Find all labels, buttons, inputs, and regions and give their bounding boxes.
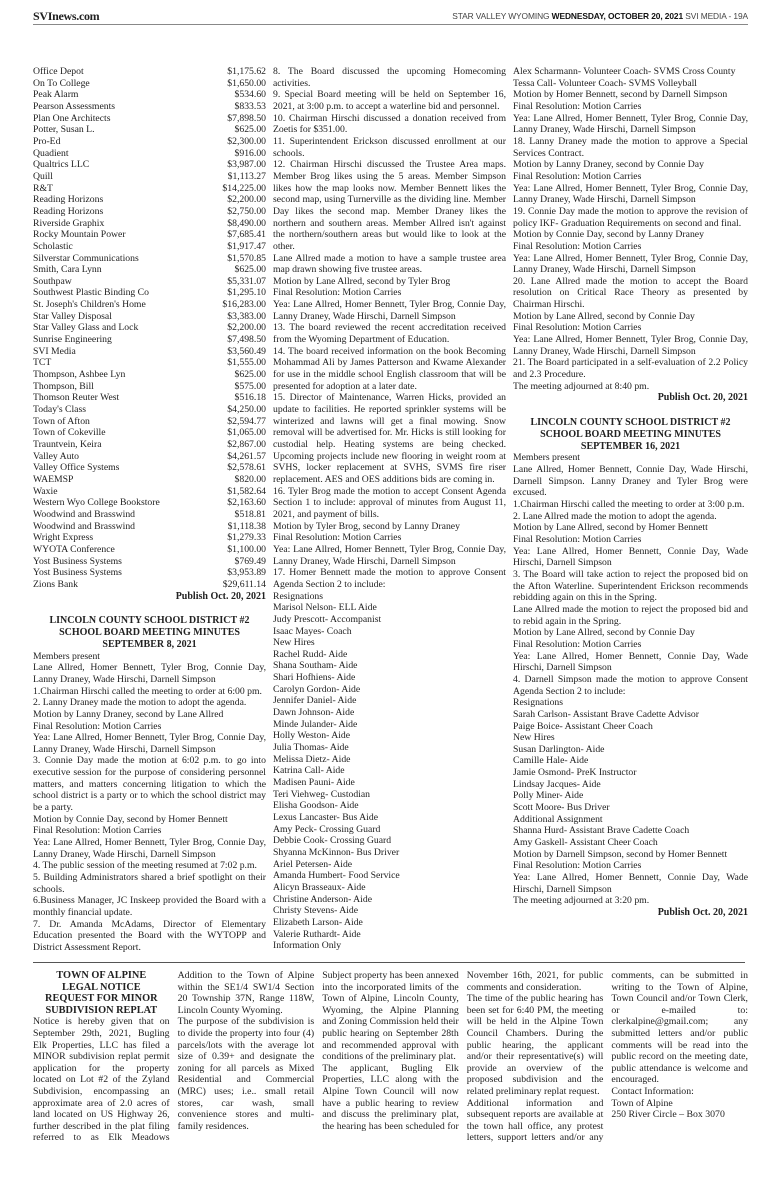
- paragraph: Final Resolution: Motion Carries: [513, 534, 642, 546]
- vendor-row: [33, 183, 266, 195]
- paragraph: Final Resolution: Motion Carries: [513, 638, 642, 650]
- paragraph: Motion by Lane Allred, second by Connie Day: [513, 627, 695, 639]
- vendor-amount: $14,225.00: [222, 182, 266, 194]
- vendor-row: [33, 451, 266, 463]
- vendor-row: [33, 299, 266, 311]
- paragraph: Town of Alpine: [611, 1097, 673, 1109]
- heading-line: SEPTEMBER 16, 2021: [580, 440, 681, 452]
- paragraph: Elisha Goodson- Aide: [273, 800, 359, 812]
- paragraph: Marisol Nelson- ELL Aide: [273, 602, 377, 614]
- paragraph: Paige Boice- Assistant Cheer Coach: [513, 720, 653, 732]
- paragraph: 7. Dr. Amanda McAdams, Director of Elementary Education presented the Board with the WYTOPP and District Assessment Report.: [33, 918, 266, 953]
- vendor-name: Quill: [33, 170, 53, 182]
- paragraph: New Hires: [513, 732, 555, 744]
- sep8-minutes-part3: [513, 66, 748, 392]
- vendor-row: [33, 579, 266, 591]
- vendor-name: Star Valley Glass and Lock: [33, 322, 139, 334]
- paragraph: Resignations: [513, 697, 564, 709]
- vendor-row: [33, 322, 266, 334]
- vendor-name: Plan One Architects: [33, 112, 111, 124]
- vendor-row: [33, 241, 266, 253]
- vendor-amount: $1,065.00: [227, 427, 266, 439]
- heading-line: LINCOLN COUNTY SCHOOL DISTRICT #2: [530, 417, 731, 429]
- vendor-amount: $1,570.85: [227, 252, 266, 264]
- paragraph: Motion by Connie Day, second by Lanny Draney: [513, 229, 704, 241]
- heading-line: LINCOLN COUNTY SCHOOL DISTRICT #2: [49, 615, 250, 627]
- paragraph: Yea: Lane Allred, Homer Bennett, Tyler Brog, Connie Day, Lanny Draney, Wade Hirschi, Darnell Simpson: [273, 543, 506, 567]
- vendor-name: Sunrise Engineering: [33, 334, 112, 346]
- paragraph: Contact Information:: [611, 1085, 694, 1097]
- paragraph: Elizabeth Larson- Aide: [273, 916, 363, 928]
- paragraph: Yea: Lane Allred, Homer Bennett, Tyler Brog, Connie Day, Lanny Draney, Wade Hirschi, Darnell Simpson: [513, 252, 748, 276]
- vendor-row: [33, 369, 266, 381]
- paragraph: Shanna Hurd- Assistant Brave Cadette Coach: [513, 825, 690, 837]
- paragraph: Christine Anderson- Aide: [273, 893, 373, 905]
- vendor-name: TCT: [33, 357, 52, 369]
- paragraph: Final Resolution: Motion Carries: [513, 240, 642, 252]
- paragraph: 1.Chairman Hirschi called the meeting to order at 3:00 p.m.: [513, 499, 745, 511]
- paragraph: Lindsay Jacques- Aide: [513, 778, 601, 790]
- paragraph: Motion by Homer Bennett, second by Darnell Simpson: [513, 89, 728, 101]
- vendor-row: [33, 357, 266, 369]
- paragraph: 9. Special Board meeting will be held on September 16, 2021, at 3:00 p.m. to accept a waterline bid and personnel.: [273, 89, 506, 112]
- paragraph: Final Resolution: Motion Carries: [273, 532, 402, 544]
- paragraph: Yea: Lane Allred, Homer Bennett, Tyler Brog, Connie Day, Lanny Draney, Wade Hirschi, Darnell Simpson: [33, 732, 266, 755]
- vendor-row: [33, 497, 266, 509]
- paragraph: Yea: Lane Allred, Homer Bennett, Tyler Brog, Connie Day, Lanny Draney, Wade Hirschi, Darnell Simpson: [513, 334, 748, 357]
- vendor-name: Southwest Plastic Binding Co: [33, 287, 149, 299]
- vendor-amount: $575.00: [234, 380, 266, 392]
- publish-note: Publish Oct. 20, 2021: [657, 907, 748, 919]
- vendor-name: Office Depot: [33, 66, 84, 77]
- vendor-name: Trauntvein, Keira: [33, 439, 102, 450]
- paragraph: Motion by Lanny Draney, second by Lane Allred: [33, 708, 224, 720]
- issue-date: WEDNESDAY, OCTOBER 20, 2021: [551, 11, 684, 21]
- vendor-name: Yost Business Systems: [33, 567, 122, 579]
- paragraph: Final Resolution: Motion Carries: [513, 170, 642, 182]
- paragraph: 19. Connie Day made the motion to approve the revision of policy IKF- Graduation Requirements on second and final.: [513, 205, 748, 229]
- paragraph: Holly Weston- Aide: [273, 730, 351, 742]
- sep8-heading: [33, 615, 266, 650]
- vendor-name: Pro-Ed: [33, 135, 61, 147]
- paragraph: Information Only: [273, 940, 342, 952]
- vendor-row: [33, 392, 266, 404]
- vendor-amount: $4,250.00: [227, 404, 266, 416]
- paragraph: Valerie Ruthardt- Aide: [273, 928, 361, 940]
- vendor-name: Woodwind and Brasswind: [33, 508, 136, 520]
- vendor-name: Thompson, Ashbee Lyn: [33, 369, 126, 381]
- paragraph: Final Resolution: Motion Carries: [273, 287, 402, 299]
- paragraph: 18. Lanny Draney made the motion to approve a Special Services Contract.: [513, 135, 748, 159]
- paragraph: Carolyn Gordon- Aide: [273, 683, 361, 695]
- paragraph: 3. Connie Day made the motion at 6:02 p.m. to go into executive session for the purpose of considering personnel matters, and matters concerning litigation to which the school district is a party or to which the school district may be a party.: [33, 755, 266, 814]
- paragraph: 21. The Board participated in a self-evaluation of 2.2 Policy and 2.3 Procedure.: [513, 357, 748, 381]
- vendor-amount: $3,953.89: [227, 567, 266, 579]
- vendor-row: [33, 276, 266, 288]
- paragraph: Yea: Lane Allred, Homer Bennett, Connie Day, Wade Hirschi, Darnell Simpson: [513, 650, 748, 674]
- paragraph: Teri Viehweg- Custodian: [273, 788, 371, 800]
- vendor-row: [33, 521, 266, 533]
- heading-line: LEGAL NOTICE: [61, 981, 141, 993]
- dateline: [452, 11, 748, 21]
- vendor-amount: $2,300.00: [227, 135, 266, 147]
- vendor-name: Wright Express: [33, 532, 94, 544]
- paragraph: 4. The public session of the meeting resumed at 7:02 p.m.: [33, 860, 257, 872]
- vendor-row: [33, 416, 266, 428]
- paragraph: Julia Thomas- Aide: [273, 742, 349, 754]
- paragraph: Members present: [33, 650, 100, 662]
- vendor-row: [33, 148, 266, 160]
- vendor-name: Valley Office Systems: [33, 462, 120, 474]
- paragraph: Jamie Osmond- PreK Instructor: [513, 767, 637, 779]
- vendor-name: Rocky Mountain Power: [33, 229, 126, 241]
- vendor-amount: $534.60: [234, 89, 266, 101]
- vendor-row: [33, 89, 266, 101]
- paragraph: Scott Moore- Bus Driver: [513, 802, 610, 814]
- paragraph: Debbie Cook- Crossing Guard: [273, 835, 392, 847]
- paragraph: Camille Hale- Aide: [513, 755, 589, 767]
- paragraph: 12. Chairman Hirschi discussed the Trustee Area maps. Member Brog likes using the 5 areas. Member Simpson likes how the map looks now. Member Bennett likes the second map, using Turnerville as the dividing line. Member Day likes the second map. Member Draney likes the northern and southern areas. Member Allred isn't against the northern/southern areas but would like to look at the other.: [273, 159, 506, 252]
- vendor-name: Thomson Reuter West: [33, 392, 120, 404]
- heading-line: REQUEST FOR MINOR: [45, 993, 158, 1005]
- vendor-row: [33, 229, 266, 241]
- vendor-row: [33, 66, 266, 78]
- vendor-name: Pearson Assessments: [33, 100, 116, 112]
- vendor-row: [33, 404, 266, 416]
- vendor-row: [33, 462, 266, 474]
- paragraph: Resignations: [273, 590, 324, 602]
- heading-line: SCHOOL BOARD MEETING MINUTES: [59, 626, 240, 638]
- paragraph: Yea: Lane Allred, Homer Bennett, Connie Day, Wade Hirschi, Darnell Simpson: [513, 872, 748, 895]
- paragraph: Motion by Darnell Simpson, second by Homer Bennett: [513, 848, 728, 860]
- paragraph: Final Resolution: Motion Carries: [513, 100, 642, 112]
- vendor-amount: $2,200.00: [227, 194, 266, 206]
- paragraph: Susan Darlington- Aide: [513, 743, 605, 755]
- vendor-row: [33, 206, 266, 218]
- sep8-minutes-part1: [33, 651, 266, 954]
- vendor-amount: $16,283.00: [222, 299, 266, 311]
- paragraph: 16. Tyler Brog made the motion to accept Consent Agenda Section 1 to include: approval of minutes from August 11, 2021, and payment of bills.: [273, 485, 506, 520]
- column-2: [273, 66, 506, 952]
- paragraph: 14. The board received information on the book Becoming Mohammad Ali by James Patterson and Kwame Alexander for use in the middle school English classroom that will be presented for adoption at a later date.: [273, 345, 506, 392]
- vendor-row: [33, 253, 266, 265]
- paragraph: Motion by Lanny Draney, second by Connie Day: [513, 159, 704, 171]
- vendor-name: Silverstar Communications: [33, 252, 139, 264]
- vendor-row: [33, 159, 266, 171]
- paragraph: Final Resolution: Motion Carries: [513, 322, 642, 334]
- vendor-name: Western Wyo College Bookstore: [33, 497, 160, 509]
- vendor-name: St. Joseph's Children's Home: [33, 299, 146, 311]
- vendor-amount: $1,582.64: [227, 485, 266, 497]
- page-header: [33, 8, 748, 25]
- paragraph: Lane Allred, Homer Bennett, Connie Day, Wade Hirschi, Darnell Simpson. Lanny Draney and Tyler Brog were excused.: [513, 464, 748, 499]
- heading-line: SUBDIVISION REPLAT: [45, 1004, 158, 1016]
- publish-note: Publish Oct. 20, 2021: [657, 392, 748, 404]
- paragraph: Melissa Dietz- Aide: [273, 753, 351, 765]
- vendor-name: Today's Class: [33, 404, 87, 416]
- vendor-name: Scholastic: [33, 240, 73, 252]
- vendor-row: [33, 264, 266, 276]
- paragraph: 20. Lane Allred made the motion to accept the Board resolution on Critical Race Theory as presented by Chairman Hirschi.: [513, 275, 748, 311]
- paragraph: Yea: Lane Allred, Homer Bennett, Connie Day, Wade Hirschi, Darnell Simpson: [513, 545, 748, 569]
- vendor-row: [33, 474, 266, 486]
- paragraph: 13. The board reviewed the recent accreditation received from the Wyoming Department of Education.: [273, 322, 506, 346]
- vendor-amount: $3,383.00: [227, 310, 266, 322]
- vendor-amount: $516.18: [234, 392, 266, 404]
- vendor-name: On To College: [33, 77, 90, 89]
- paragraph: Tessa Call- Volunteer Coach- SVMS Volleyball: [513, 77, 697, 89]
- alpine-heading: [33, 970, 170, 1016]
- paragraph: Dawn Johnson- Aide: [273, 707, 355, 719]
- paragraph: 250 River Circle – Box 3070: [611, 1109, 725, 1121]
- paragraph: The time of the public hearing has been set for 6:40 PM, the meeting will be held in the Alpine Town Council Chambers. During the public hearing, the applicant and/or their representative(s) will provide an overview of the proposed subdivision and the related preliminary replat request.: [466, 993, 604, 1097]
- vendor-name: SVI Media: [33, 345, 76, 357]
- paragraph: The meeting adjourned at 8:40 pm.: [513, 380, 650, 392]
- paragraph: Lexus Lancaster- Bus Aide: [273, 812, 378, 823]
- vendor-row: [33, 439, 266, 451]
- vendor-amount: $916.00: [234, 147, 266, 159]
- paragraph: 8. The Board discussed the upcoming Homecoming activities.: [273, 66, 506, 89]
- sep16-minutes: [513, 452, 748, 907]
- vendor-amount: $2,867.00: [227, 439, 266, 450]
- vendor-name: Woodwind and Brasswind: [33, 520, 136, 532]
- vendor-name: Potter, Susan L.: [33, 124, 95, 136]
- paragraph: Lane Allred made the motion to reject the proposed bid and to rebid again in the Spring.: [513, 603, 748, 627]
- paragraph: 2. Lane Allred made the motion to adopt the agenda.: [513, 510, 717, 522]
- vendor-row: [33, 556, 266, 568]
- vendor-row: [33, 567, 266, 579]
- vendor-name: Waxie: [33, 485, 58, 497]
- vendor-name: Town of Afton: [33, 415, 90, 427]
- vendor-row: [33, 287, 266, 299]
- paragraph: Additional Assignment: [513, 813, 603, 825]
- paragraph: Katrina Call- Aide: [273, 765, 345, 777]
- vendor-amount: $5,331.07: [227, 275, 266, 287]
- vendor-amount: $1,113.27: [227, 170, 266, 182]
- vendor-name: Smith, Cara Lynn: [33, 264, 102, 276]
- vendor-amount: $1,118.38: [227, 520, 266, 532]
- sep16-heading: [513, 417, 748, 452]
- paragraph: 15. Director of Maintenance, Warren Hicks, provided an update to facilities. He reported sprinkler systems will be winterized and lawns will get a final mowing. Snow removal will be advertised for. Mr. Hicks is still looking for custodial help. Heating systems are being checked. Upcoming projects include new flooring in weight room at SVHS, locker replacement at SVHS, SVMS fire riser replacement. AES and OES additions bids are coming in.: [273, 392, 506, 485]
- vendor-amount: $1,555.00: [227, 357, 266, 369]
- vendor-amount: $7,685.41: [227, 229, 266, 241]
- paragraph: Yea: Lane Allred, Homer Bennett, Tyler Brog, Connie Day, Lanny Draney, Wade Hirschi, Darnell Simpson: [513, 112, 748, 136]
- vendor-amount: $625.00: [234, 369, 266, 381]
- paragraph: Yea: Lane Allred, Homer Bennett, Tyler Brog, Connie Day, Lanny Draney, Wade Hirschi, Darnell Simpson: [273, 299, 506, 322]
- paragraph: 1.Chairman Hirschi called the meeting to order at 6:00 pm.: [33, 685, 262, 697]
- paragraph: Additional information and subsequent reports are available at the town hall office, any protest letters, support letters and/or any comments, can be submitted in writing to the Town of Alpine, Town Council and/or Town Clerk, or e-mailed to: clerkalpine@gmail.com; any submitted letters and/or public comments will be read into the public record on the meeting date, public attendance is welcome and encouraged.: [466, 970, 748, 1144]
- vendor-name: Town of Cokeville: [33, 427, 106, 439]
- paragraph: Final Resolution: Motion Carries: [33, 825, 162, 837]
- paragraph: Jennifer Daniel- Aide: [273, 695, 357, 707]
- vendor-amount: $820.00: [234, 473, 266, 485]
- vendor-name: Quadient: [33, 147, 69, 159]
- paragraph: Motion by Lane Allred, second by Homer Bennett: [513, 522, 708, 534]
- paragraph: Shyanna McKinnon- Bus Driver: [273, 846, 400, 858]
- paragraph: Amanda Humbert- Food Service: [273, 870, 400, 882]
- vendor-list: [33, 66, 266, 591]
- vendor-row: [33, 171, 266, 183]
- vendor-amount: $833.53: [234, 100, 266, 112]
- paragraph: Rachel Rudd- Aide: [273, 648, 348, 660]
- vendor-amount: $518.81: [234, 508, 266, 520]
- vendor-name: Riverside Graphix: [33, 217, 105, 229]
- paragraph: Motion by Connie Day, second by Homer Bennett: [33, 813, 228, 825]
- vendor-name: Valley Auto: [33, 450, 80, 462]
- paragraph: Motion by Lane Allred, second by Connie Day: [513, 310, 695, 322]
- heading-line: SCHOOL BOARD MEETING MINUTES: [540, 428, 721, 440]
- vendor-amount: $1,100.00: [227, 543, 266, 555]
- paragraph: Amy Peck- Crossing Guard: [273, 823, 381, 835]
- paragraph: Judy Prescott- Accompanist: [273, 613, 382, 625]
- sep8-minutes-part2: [273, 66, 506, 952]
- vendor-amount: $1,175.62: [227, 66, 266, 77]
- vendor-amount: $2,163.60: [227, 497, 266, 509]
- vendor-row: [33, 346, 266, 358]
- vendor-row: [33, 532, 266, 544]
- paragraph: Lane Allred, Homer Bennett, Tyler Brog, Connie Day, Lanny Draney, Wade Hirschi, Darnell Simpson: [33, 662, 266, 685]
- paragraph: Sarah Carlson- Assistant Brave Cadette Advisor: [513, 708, 699, 720]
- paragraph: Minde Julander- Aide: [273, 718, 358, 730]
- vendor-amount: $1,650.00: [227, 77, 266, 89]
- vendor-name: WAEMSP: [33, 473, 74, 485]
- column-3: [513, 66, 748, 932]
- paragraph: Madisen Pauni- Aide: [273, 777, 355, 789]
- vendor-amount: $625.00: [234, 264, 266, 276]
- vendor-name: Star Valley Disposal: [33, 310, 112, 322]
- paragraph: Subject property has been annexed into the incorporated limits of the Town of Alpine, Lincoln County, Wyoming, the Alpine Planning and Zoning Commission held their public hearing on September 28th and recommended approval with conditions of the preliminary plat.: [322, 970, 459, 1063]
- publish-note: Publish Oct. 20, 2021: [175, 590, 266, 602]
- paragraph: Alex Scharmann- Volunteer Coach- SVMS Cross County: [513, 66, 736, 77]
- vendor-row: [33, 194, 266, 206]
- vendor-row: [33, 101, 266, 113]
- vendor-name: Southpaw: [33, 275, 72, 287]
- vendor-row: [33, 486, 266, 498]
- paragraph: Polly Miner- Aide: [513, 790, 584, 802]
- paragraph: Final Resolution: Motion Carries: [33, 720, 162, 732]
- vendor-amount: $769.49: [234, 555, 266, 567]
- paragraph: The applicant, Bugling Elk Properties, LLC along with the Alpine Town Council will now have a public hearing to review and discuss the preliminary plat, the hearing has been scheduled for November 16th, 2021, for public comments and consideration.: [322, 970, 604, 1132]
- vendor-name: Reading Horizons: [33, 194, 104, 206]
- vendor-row: [33, 218, 266, 230]
- vendor-row: [33, 113, 266, 125]
- vendor-name: Reading Horizons: [33, 205, 104, 217]
- vendor-amount: $29,611.14: [222, 578, 266, 590]
- vendor-name: Thompson, Bill: [33, 380, 94, 392]
- vendor-row: [33, 136, 266, 148]
- vendor-name: Yost Business Systems: [33, 555, 122, 567]
- vendor-row: [33, 78, 266, 90]
- heading-line: TOWN OF ALPINE: [56, 970, 147, 981]
- paragraph: Members present: [513, 452, 580, 464]
- paragraph: 10. Chairman Hirschi discussed a donation received from Zoetis for $351.00.: [273, 112, 506, 136]
- site-name: SVInews.com: [33, 9, 100, 23]
- paragraph: Ariel Petersen- Aide: [273, 858, 353, 870]
- paragraph: Amy Gaskell- Assistant Cheer Coach: [513, 837, 658, 849]
- vendor-row: [33, 544, 266, 556]
- paragraph: The meeting adjourned at 3:20 pm.: [513, 895, 650, 907]
- paragraph: The purpose of the subdivision is to divide the property into four (4) parcels/lots with the average lot size of 0.39+ and designate the zoning for all parcels as Mixed Residential and Commercial (MRC) uses; i.e.. small retail stores, car wash, small convenience stores and multi-family residences.: [177, 1016, 315, 1132]
- vendor-amount: $7,898.50: [227, 112, 266, 124]
- section-divider: [33, 962, 745, 963]
- vendor-row: [33, 334, 266, 346]
- alpine-legal-notice: [33, 970, 748, 1150]
- paragraph: 6.Business Manager, JC Inskeep provided the Board with a monthly financial update.: [33, 895, 266, 919]
- vendor-amount: $1,917.47: [227, 240, 266, 252]
- vendor-row: [33, 311, 266, 323]
- vendor-amount: $8,490.00: [227, 217, 266, 229]
- vendor-amount: $1,279.33: [227, 532, 266, 544]
- vendor-amount: $2,594.77: [227, 415, 266, 427]
- vendor-name: R&T: [33, 182, 53, 194]
- paragraph: 17. Homer Bennett made the motion to approve Consent Agenda Section 2 to include:: [273, 567, 506, 590]
- vendor-row: [33, 427, 266, 439]
- vendor-name: Peak Alarm: [33, 89, 79, 101]
- paragraph: Shana Southam- Aide: [273, 660, 358, 672]
- location: STAR VALLEY WYOMING: [452, 11, 550, 21]
- paragraph: 3. The Board will take action to reject the proposed bid on the Afton Waterline. Superintendent Erickson recommends rebidding again on this in the Spring.: [513, 568, 748, 604]
- paragraph: Motion by Lane Allred, second by Tyler Brog: [273, 275, 451, 287]
- paragraph: Final Resolution: Motion Carries: [513, 860, 642, 872]
- paragraph: 11. Superintendent Erickson discussed enrollment at our schools.: [273, 135, 506, 159]
- vendor-name: Zions Bank: [33, 578, 78, 590]
- paragraph: Motion by Tyler Brog, second by Lanny Draney: [273, 520, 460, 532]
- paragraph: Yea: Lane Allred, Homer Bennett, Tyler Brog, Connie Day, Lanny Draney, Wade Hirschi, Darnell Simpson: [513, 182, 748, 206]
- vendor-amount: $3,560.49: [227, 345, 266, 357]
- heading-line: SEPTEMBER 8, 2021: [102, 638, 197, 650]
- paragraph: Isaac Mayes- Coach: [273, 625, 352, 637]
- paragraph: Shari Hofhiens- Aide: [273, 672, 356, 684]
- vendor-amount: $7,498.50: [227, 334, 266, 346]
- paragraph: 2. Lanny Draney made the motion to adopt the agenda.: [33, 697, 247, 709]
- vendor-amount: $4,261.57: [227, 450, 266, 462]
- vendor-name: Qualtrics LLC: [33, 159, 90, 171]
- vendor-name: WYOTA Conference: [33, 543, 115, 555]
- paragraph: Lane Allred made a motion to have a sample trustee area map drawn showing five trustee areas.: [273, 252, 506, 276]
- paragraph: 4. Darnell Simpson made the motion to approve Consent Agenda Section 2 to include:: [513, 673, 748, 697]
- paragraph: Christy Stevens- Aide: [273, 905, 359, 917]
- paragraph: Alicyn Brasseaux- Aide: [273, 881, 366, 893]
- vendor-row: [33, 381, 266, 393]
- vendor-amount: $625.00: [234, 124, 266, 136]
- vendor-amount: $2,750.00: [227, 205, 266, 217]
- paragraph: Yea: Lane Allred, Homer Bennett, Tyler Brog, Connie Day, Lanny Draney, Wade Hirschi, Darnell Simpson: [33, 837, 266, 860]
- vendor-amount: $2,200.00: [227, 322, 266, 334]
- column-1: [33, 66, 266, 954]
- paragraph: New Hires: [273, 637, 315, 649]
- vendor-amount: $2,578.61: [227, 462, 266, 474]
- paragraph: Notice is hereby given that on September 29th, 2021, Bugling Elk Properties, LLC has filed a MINOR subdivision replat permit application for the property located on Lot #2 of the Zyland Subdivision, encompassing an approximate area of 2.0 acres of land located on US Highway 26, further described in the plat filing referred to as Elk Meadows Addition to the Town of Alpine within the SE1/4 SW1/4 Section 20 Township 37N, Range 118W, Lincoln County Wyoming.: [33, 970, 315, 1144]
- page-section: SVI MEDIA - 19A: [685, 11, 748, 21]
- vendor-amount: $1,295.10: [227, 287, 266, 299]
- vendor-amount: $3,987.00: [227, 159, 266, 171]
- paragraph: 5. Building Administrators shared a brief spotlight on their schools.: [33, 872, 266, 895]
- vendor-row: [33, 509, 266, 521]
- vendor-row: [33, 124, 266, 136]
